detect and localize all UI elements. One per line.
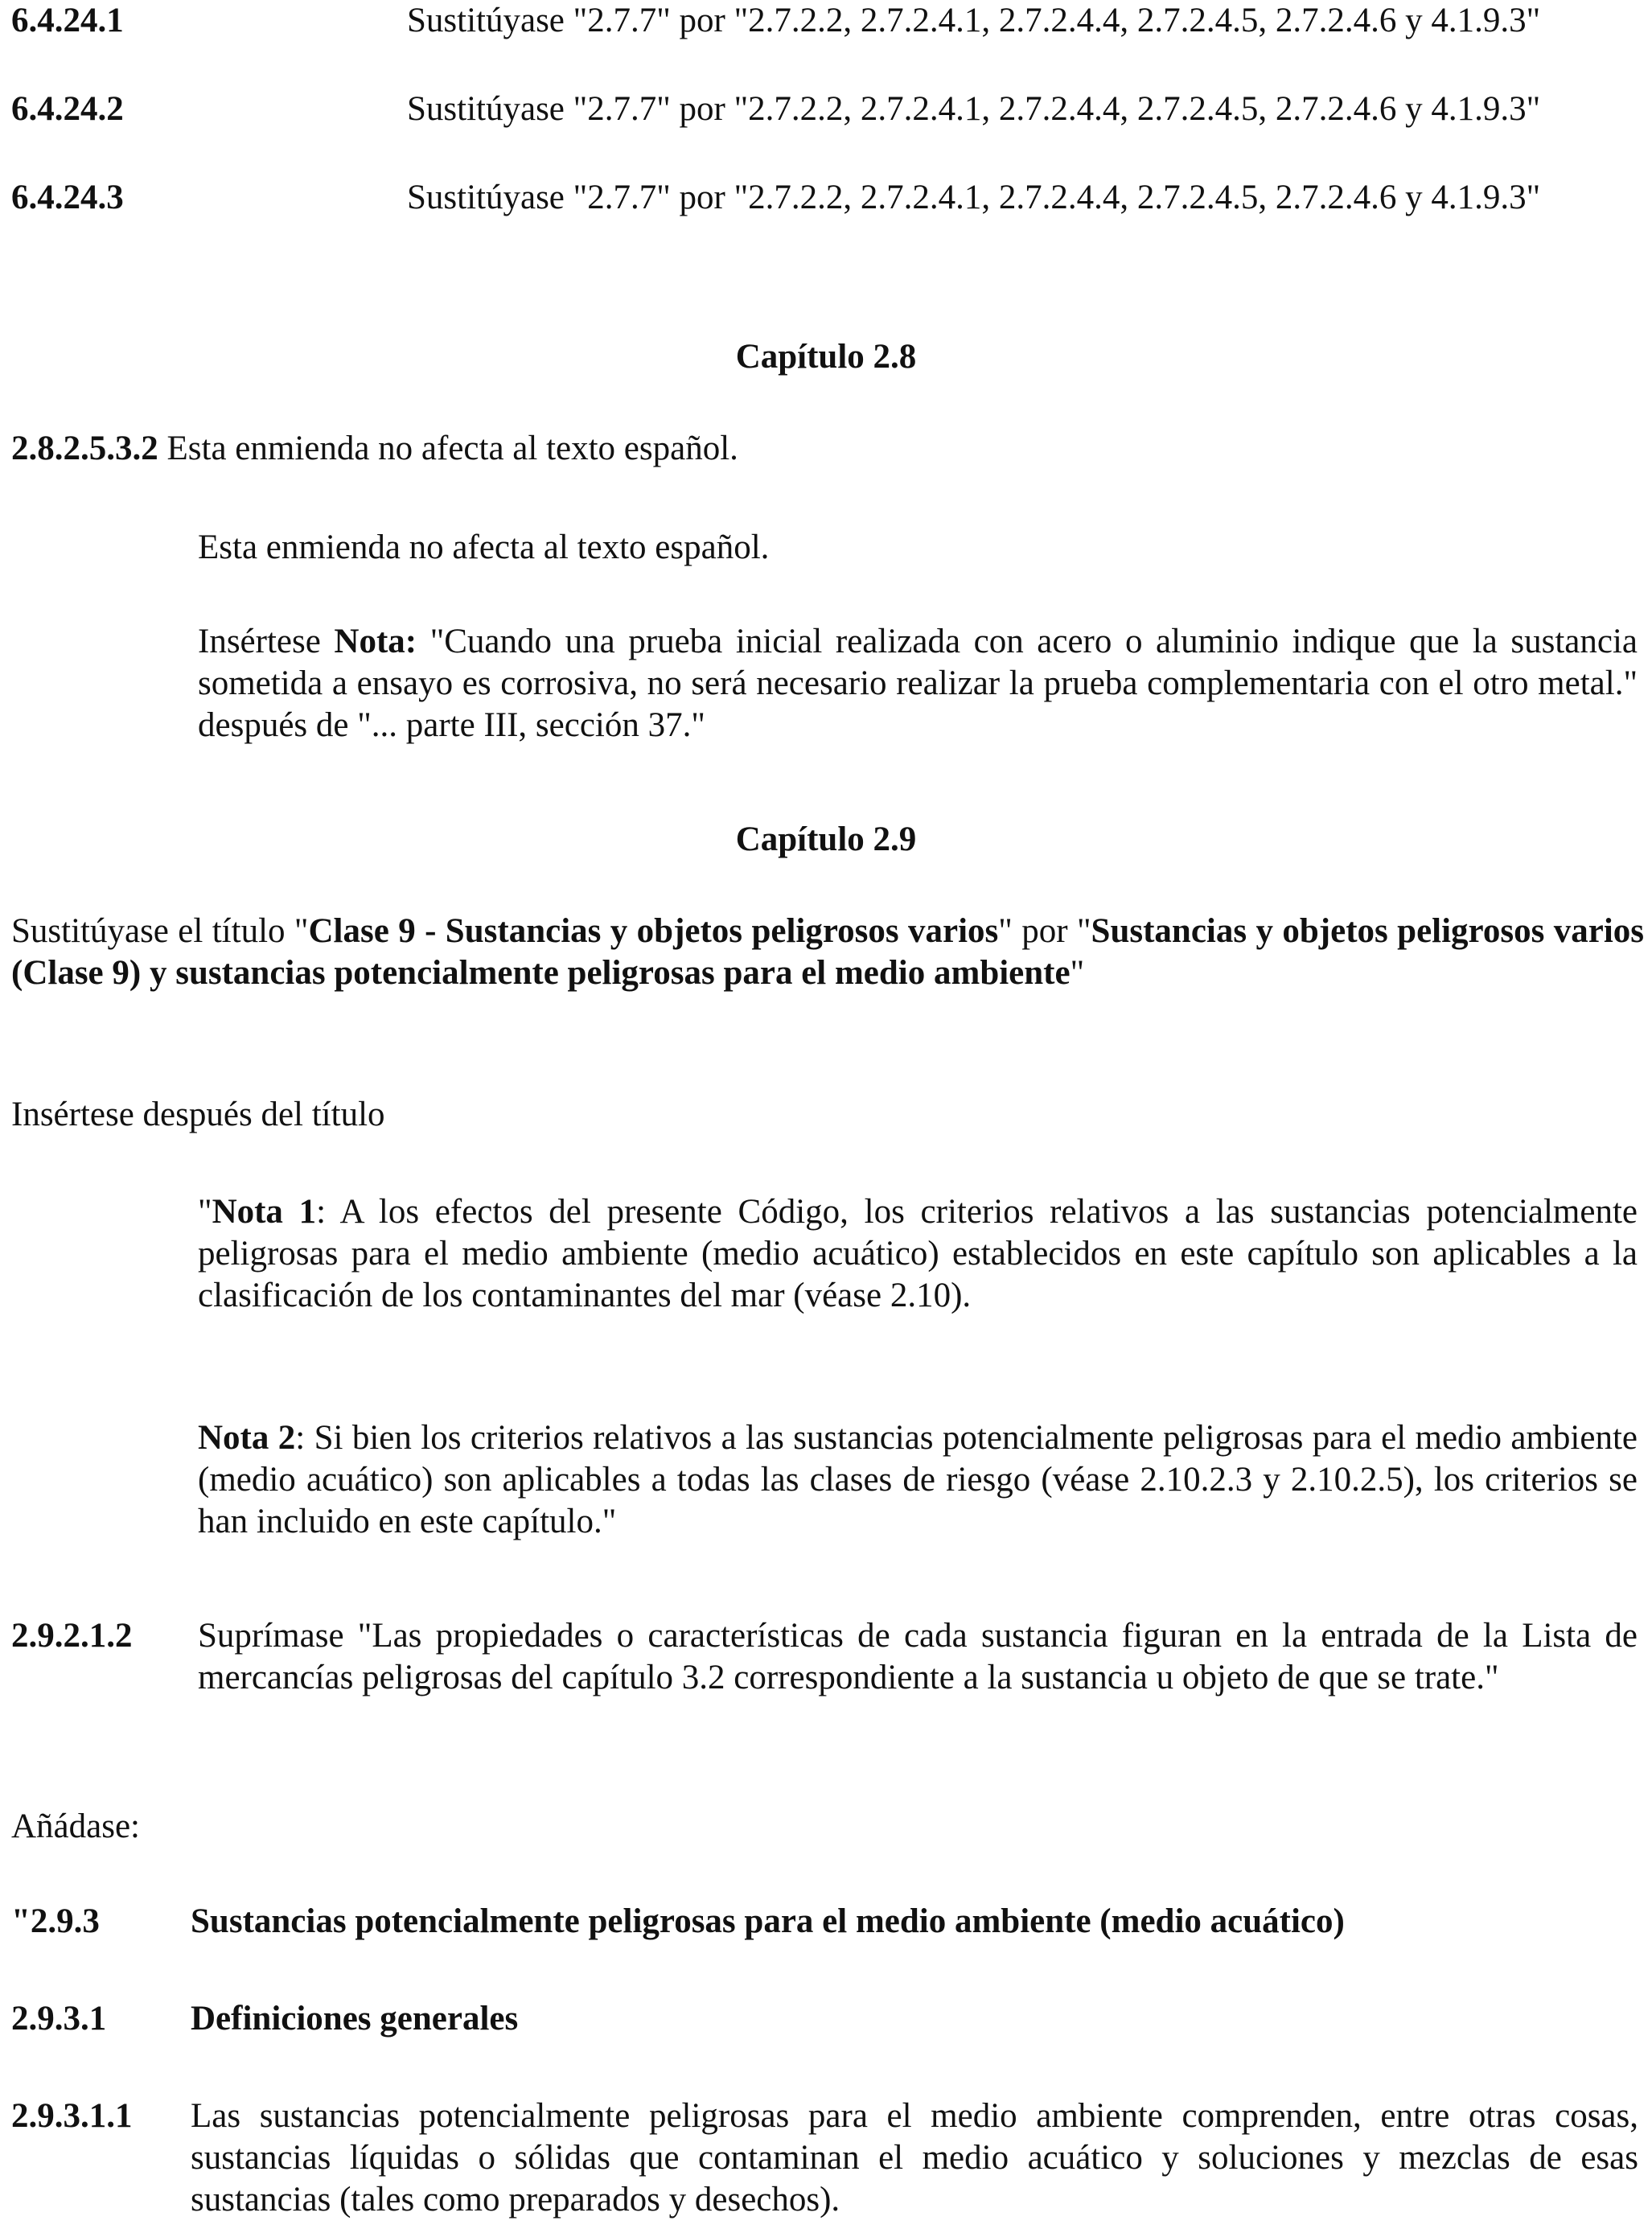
paragraph-replace-title: [11, 911, 1644, 994]
section-text: Suprímase "Las propiedades o características de cada sustancia figuran en la entrada de la Lista de mercancías peligrosas del capítulo 3.2 correspondiente a la sustancia u objeto de que se trate.": [198, 1617, 1638, 1696]
section-number: 2.9.2.1.2: [11, 1617, 133, 1655]
insert-prefix: Insértese: [198, 623, 335, 660]
paragraph-text: Esta enmienda no afecta al texto español.: [166, 430, 738, 467]
replace-suffix: ": [1070, 954, 1085, 992]
paragraph-282532: [11, 428, 1644, 470]
entry-number: 6.4.24.2: [11, 90, 124, 128]
chapter-heading: Capítulo 2.9: [735, 820, 917, 858]
new-title: Sustancias y objetos peligrosos varios (Clase 9) y sustancias potencialmente peligrosas para el medio ambiente: [11, 912, 1645, 992]
old-title: Clase 9 - Sustancias y objetos peligrosos varios: [308, 912, 999, 950]
section-number: 2.9.3.1.1: [11, 2097, 133, 2135]
entry-text: Sustitúyase "2.7.7" por "2.7.2.2, 2.7.2.4.1, 2.7.2.4.4, 2.7.2.4.5, 2.7.2.4.6 y 4.1.9.3": [407, 179, 1541, 216]
note-text: : Si bien los criterios relativos a las sustancias potencialmente peligrosas para el medio ambiente (medio acuático) son aplicables a todas las clases de riesgo (véase 2.10.2.3 y 2.10.2.5), los criterios se han incluido en este capítulo.": [198, 1419, 1638, 1540]
section-number: "2.9.3: [11, 1902, 100, 1940]
entry-number: 6.4.24.3: [11, 179, 124, 216]
section-title: Sustancias potencialmente peligrosas para el medio ambiente (medio acuático): [191, 1902, 1345, 1940]
note-label: Nota:: [334, 623, 417, 660]
replace-prefix: Sustitúyase el título ": [11, 912, 309, 950]
entry-text: Sustitúyase "2.7.7" por "2.7.2.2, 2.7.2.4.1, 2.7.2.4.4, 2.7.2.4.5, 2.7.2.4.6 y 4.1.9.3": [407, 90, 1541, 128]
insert-text: "Cuando una prueba inicial realizada con acero o aluminio indique que la sustancia sometida a ensayo es corrosiva, no será necesario realizar la prueba complementaria con el otro metal." después de "... parte III, sección 37.": [198, 623, 1638, 744]
note-open-quote: ": [198, 1193, 212, 1231]
note-label: Nota 1: [212, 1193, 317, 1231]
paragraph-insert-after-title: Insértese después del título: [11, 1096, 385, 1133]
note-label: Nota 2: [198, 1419, 296, 1457]
entry-text: Sustitúyase "2.7.7" por "2.7.2.2, 2.7.2.4.1, 2.7.2.4.4, 2.7.2.4.5, 2.7.2.4.6 y 4.1.9.3": [407, 2, 1541, 39]
replace-middle: " por ": [998, 912, 1091, 950]
note-1: [198, 1191, 1638, 1317]
note-text: : A los efectos del presente Código, los criterios relativos a las sustancias potencialmente peligrosas para el medio ambiente (medio acuático) establecidos en este capítulo son aplicables a la clasificación de los contaminantes del mar (véase 2.10).: [198, 1193, 1638, 1314]
section-number: 2.9.3.1: [11, 2000, 107, 2038]
paragraph-add: Añádase:: [11, 1807, 140, 1845]
section-title: Definiciones generales: [191, 2000, 519, 2038]
section-text: Las sustancias potencialmente peligrosas para el medio ambiente comprenden, entre otras cosas, sustancias líquidas o sólidas que contaminan el medio acuático y soluciones y mezclas de esas sustancias (tales como preparados y desechos).: [191, 2097, 1638, 2219]
chapter-heading: Capítulo 2.8: [735, 338, 917, 376]
paragraph-no-effect: Esta enmienda no afecta al texto español.: [198, 528, 770, 566]
paragraph-insert-note: [198, 621, 1638, 746]
paragraph-number: 2.8.2.5.3.2: [11, 430, 158, 467]
note-2: [198, 1417, 1638, 1543]
entry-number: 6.4.24.1: [11, 2, 124, 39]
